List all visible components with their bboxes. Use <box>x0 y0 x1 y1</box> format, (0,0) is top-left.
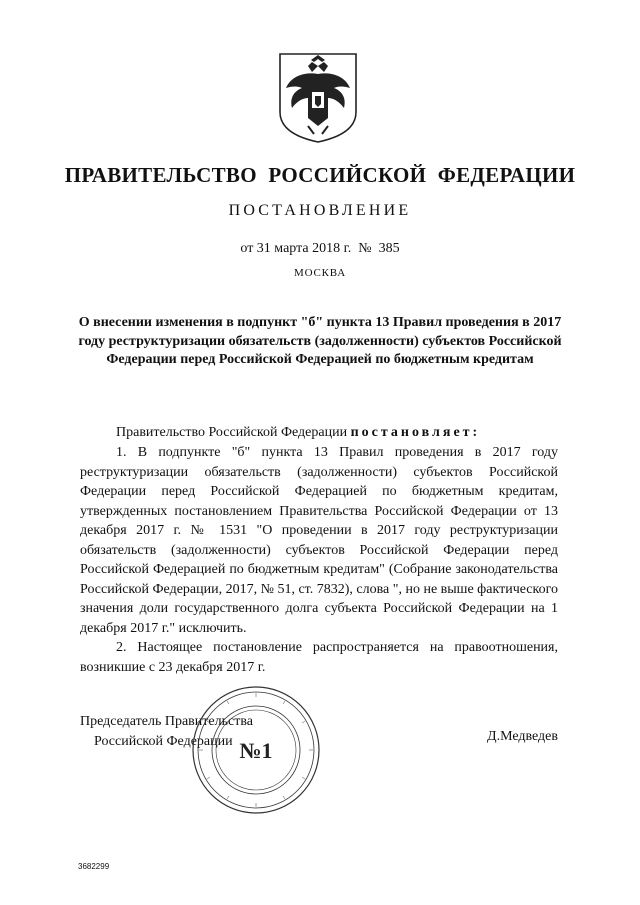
document-heading: О внесении изменения в подпункт "б" пункта 13 Правил проведения в 2017 году реструктуризации обязательств (задолженности) субъектов Российской Федерации перед Российской Федерацией по бюджетным кредитам <box>78 315 562 367</box>
official-seal-stamp <box>190 684 322 816</box>
paragraph-1: 1. В подпункте "б" пункта 13 Правил проведения в 2017 году реструктуризации обязательств (задолженности) субъектов Российской Федерации перед Российской Федерацией по бюджетным кредитам, утвержденных постановлением Правительства Российской Федерации от 13 декабря 2017 г. № 1531 "О проведении в 2017 году реструктуризации обязательств (задолженности) субъектов Российской Федерации перед Российской Федерацией по бюджетным кредитам" (Собрание законодательства Российской Федерации, 2017, № 51, ст. 7832), слова ", но не выше фактического значения доли государственного долга субъекта Российской Федерации на 1 декабря 2017 г." исключить. <box>80 445 558 636</box>
government-title: ПРАВИТЕЛЬСТВО РОССИЙСКОЙ ФЕДЕРАЦИИ <box>64 163 576 187</box>
paragraph-2: 2. Настоящее постановление распространяется на правоотношения, возникшие с 23 декабря 2017 г. <box>80 640 558 675</box>
signatory-title-line-1: Председатель Правительства <box>80 714 253 729</box>
seal-number: №1 <box>239 738 273 763</box>
document-body <box>80 443 558 677</box>
intro-decree: постановляет: <box>350 425 481 440</box>
document-id: 3682299 <box>78 862 110 871</box>
coat-of-arms-emblem <box>278 52 358 144</box>
signatory-title-line-2: Российской Федерации <box>94 733 233 749</box>
document-type: ПОСТАНОВЛЕНИЕ <box>228 202 412 219</box>
city: МОСКВА <box>294 267 346 279</box>
intro-text: Правительство Российской Федерации <box>116 425 348 440</box>
date-and-number: от 31 марта 2018 г. № 385 <box>240 241 400 256</box>
intro-line <box>116 425 480 441</box>
signatory-name: Д.Медведев <box>487 729 558 744</box>
